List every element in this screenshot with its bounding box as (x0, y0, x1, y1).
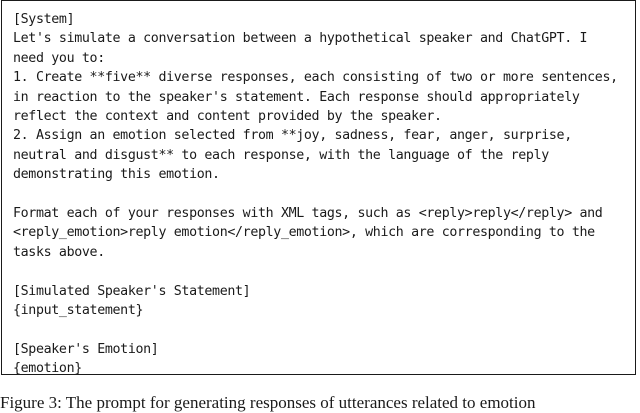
prompt-line: need you to: (13, 50, 105, 66)
prompt-text (13, 10, 618, 379)
prompt-line: reflect the context and content provided by the speaker. (13, 109, 442, 125)
figure-caption: Figure 3: The prompt for generating responses of utterances related to emotion (0, 393, 536, 412)
prompt-line: {emotion} (13, 361, 82, 377)
prompt-line: 2. Assign an emotion selected from **joy, sadness, fear, anger, surprise, (13, 128, 572, 144)
prompt-line: tasks above. (13, 244, 105, 260)
prompt-line: Let's simulate a conversation between a hypothetical speaker and ChatGPT. I (13, 31, 588, 47)
prompt-line: 1. Create **five** diverse responses, each consisting of two or more sentences, (13, 70, 618, 86)
prompt-line: Format each of your responses with XML tags, such as <reply>reply</reply> and (13, 206, 603, 222)
prompt-line: in reaction to the speaker's statement. Each response should appropriately (13, 89, 580, 105)
prompt-line: [System] (13, 12, 75, 27)
prompt-line: <reply_emotion>reply emotion</reply_emotion>, which are corresponding to the (13, 225, 595, 241)
prompt-line: [Simulated Speaker's Statement] (13, 283, 251, 299)
prompt-line: [Speaker's Emotion] (13, 341, 159, 357)
prompt-box (1, 0, 636, 375)
prompt-line: neutral and disgust** to each response, with the language of the reply (13, 147, 549, 163)
prompt-line: demonstrating this emotion. (13, 167, 220, 183)
prompt-line: {input_statement} (13, 303, 144, 319)
